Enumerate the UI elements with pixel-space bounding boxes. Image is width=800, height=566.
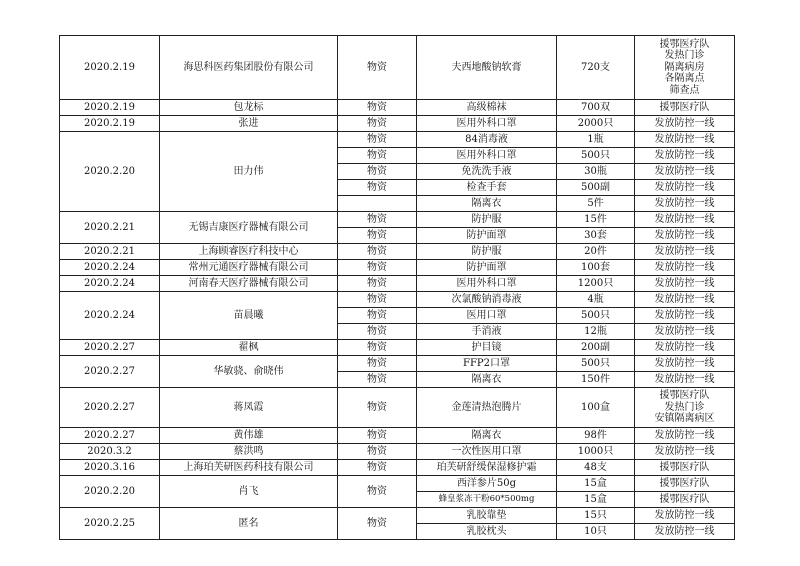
quantity-cell: 15只	[557, 508, 635, 524]
quantity-cell: 30瓶	[557, 164, 635, 180]
type-cell: 物资	[338, 164, 417, 180]
table-row	[60, 460, 735, 476]
item-cell: 高级棉袜	[417, 100, 557, 116]
donation-table	[59, 35, 735, 540]
type-cell: 物资	[338, 388, 417, 428]
quantity-cell: 1000只	[557, 444, 635, 460]
destination-line: 安镇隔离病区	[654, 413, 715, 425]
destination-line: 发热门诊	[664, 50, 705, 62]
date-cell: 2020.3.2	[60, 444, 160, 460]
donor-cell: 苗晨曦	[160, 292, 338, 340]
item-cell: 隔离衣	[417, 196, 557, 212]
date-cell: 2020.2.24	[60, 276, 160, 292]
table-row	[60, 508, 735, 524]
donor-cell: 海思科医药集团股份有限公司	[160, 36, 338, 100]
destination-cell: 发放防控一线	[635, 148, 735, 164]
destination-cell: 发放防控一线	[635, 164, 735, 180]
donor-cell: 河南春天医疗器械有限公司	[160, 276, 338, 292]
destination-cell: 发放防控一线	[635, 428, 735, 444]
type-cell: 物资	[338, 508, 417, 540]
type-cell: 物资	[338, 324, 417, 340]
item-cell: 蜂皇浆冻干粉60*500mg	[417, 492, 557, 508]
destination-cell: 发放防控一线	[635, 228, 735, 244]
table-row	[60, 292, 735, 308]
quantity-cell: 200副	[557, 340, 635, 356]
destination-cell: 援鄂医疗队	[635, 460, 735, 476]
item-cell: 防护面罩	[417, 260, 557, 276]
item-cell: 检查手套	[417, 180, 557, 196]
type-cell: 物资	[338, 212, 417, 228]
donor-cell: 华敏骁、俞晓伟	[160, 356, 338, 388]
item-cell: 珀芙研舒缓保湿修护霜	[417, 460, 557, 476]
destination-cell: 发放防控一线	[635, 292, 735, 308]
type-cell: 物资	[338, 260, 417, 276]
destination-cell: 发放防控一线	[635, 444, 735, 460]
quantity-cell: 500只	[557, 308, 635, 324]
donor-cell: 上海顾睿医疗科技中心	[160, 244, 338, 260]
destination-cell: 发放防控一线	[635, 196, 735, 212]
destination-cell	[635, 36, 735, 100]
quantity-cell: 48支	[557, 460, 635, 476]
type-cell: 物资	[338, 100, 417, 116]
quantity-cell: 15盒	[557, 492, 635, 508]
date-cell: 2020.2.21	[60, 212, 160, 244]
quantity-cell: 20件	[557, 244, 635, 260]
type-cell: 物资	[338, 292, 417, 308]
date-cell: 2020.2.21	[60, 244, 160, 260]
date-cell: 2020.2.27	[60, 428, 160, 444]
donor-cell: 肖飞	[160, 476, 338, 508]
quantity-cell: 700双	[557, 100, 635, 116]
destination-line: 隔离病房	[664, 61, 705, 73]
destination-cell: 发放防控一线	[635, 340, 735, 356]
type-cell: 物资	[338, 132, 417, 148]
table-row	[60, 356, 735, 372]
date-cell: 2020.2.19	[60, 116, 160, 132]
date-cell: 2020.2.27	[60, 340, 160, 356]
item-cell: 防护服	[417, 244, 557, 260]
type-cell: 物资	[338, 444, 417, 460]
quantity-cell: 10只	[557, 524, 635, 540]
donor-cell: 翟枫	[160, 340, 338, 356]
type-cell: 物资	[338, 428, 417, 444]
quantity-cell: 30套	[557, 228, 635, 244]
table-row	[60, 388, 735, 428]
quantity-cell: 12瓶	[557, 324, 635, 340]
destination-cell: 发放防控一线	[635, 308, 735, 324]
type-cell: 物资	[338, 244, 417, 260]
destination-cell: 发放防控一线	[635, 260, 735, 276]
destination-cell: 援鄂医疗队	[635, 100, 735, 116]
quantity-cell: 100套	[557, 260, 635, 276]
table-row	[60, 132, 735, 148]
table-row	[60, 260, 735, 276]
destination-line: 援鄂医疗队	[659, 38, 710, 50]
quantity-cell: 15盒	[557, 476, 635, 492]
date-cell: 2020.2.25	[60, 508, 160, 540]
donor-cell: 张进	[160, 116, 338, 132]
item-cell: 医用口罩	[417, 308, 557, 324]
table-row	[60, 340, 735, 356]
item-cell: 医用外科口罩	[417, 116, 557, 132]
quantity-cell: 4瓶	[557, 292, 635, 308]
donor-cell: 蔡洪鸣	[160, 444, 338, 460]
quantity-cell: 150件	[557, 372, 635, 388]
type-cell: 物资	[338, 356, 417, 372]
type-cell	[338, 196, 417, 212]
table-row	[60, 100, 735, 116]
date-cell: 2020.2.20	[60, 476, 160, 508]
destination-cell: 发放防控一线	[635, 372, 735, 388]
item-cell: 次氯酸钠消毒液	[417, 292, 557, 308]
donor-cell: 常州元通医疗器械有限公司	[160, 260, 338, 276]
type-cell: 物资	[338, 228, 417, 244]
item-cell: 隔离衣	[417, 372, 557, 388]
type-cell: 物资	[338, 116, 417, 132]
table-row	[60, 428, 735, 444]
destination-cell: 发放防控一线	[635, 180, 735, 196]
date-cell: 2020.2.27	[60, 356, 160, 388]
quantity-cell: 720支	[557, 36, 635, 100]
destination-line: 筛查点	[669, 84, 700, 96]
quantity-cell: 500只	[557, 356, 635, 372]
type-cell: 物资	[338, 460, 417, 476]
item-cell: 防护面罩	[417, 228, 557, 244]
destination-cell: 发放防控一线	[635, 116, 735, 132]
quantity-cell: 500副	[557, 180, 635, 196]
type-cell: 物资	[338, 180, 417, 196]
quantity-cell: 500只	[557, 148, 635, 164]
table-row	[60, 36, 735, 100]
donor-cell: 上海珀芙研医药科技有限公司	[160, 460, 338, 476]
quantity-cell: 1200只	[557, 276, 635, 292]
quantity-cell: 2000只	[557, 116, 635, 132]
destination-cell: 发放防控一线	[635, 324, 735, 340]
date-cell: 2020.2.27	[60, 388, 160, 428]
donor-cell: 匿名	[160, 508, 338, 540]
date-cell: 2020.2.24	[60, 292, 160, 340]
quantity-cell: 15件	[557, 212, 635, 228]
date-cell: 2020.2.24	[60, 260, 160, 276]
item-cell: 隔离衣	[417, 428, 557, 444]
destination-cell: 援鄂医疗队	[635, 492, 735, 508]
date-cell: 2020.3.16	[60, 460, 160, 476]
quantity-cell: 100盒	[557, 388, 635, 428]
donor-cell: 包龙标	[160, 100, 338, 116]
table-row	[60, 476, 735, 492]
type-cell: 物资	[338, 308, 417, 324]
item-cell: 防护服	[417, 212, 557, 228]
type-cell: 物资	[338, 340, 417, 356]
type-cell: 物资	[338, 276, 417, 292]
table-row	[60, 276, 735, 292]
item-cell: FFP2口罩	[417, 356, 557, 372]
item-cell: 医用外科口罩	[417, 148, 557, 164]
table-row	[60, 244, 735, 260]
type-cell: 物资	[338, 476, 417, 508]
destination-line: 发热门诊	[664, 401, 705, 413]
type-cell: 物资	[338, 36, 417, 100]
quantity-cell: 1瓶	[557, 132, 635, 148]
item-cell: 护目镜	[417, 340, 557, 356]
destination-cell: 发放防控一线	[635, 132, 735, 148]
item-cell: 西洋参片50g	[417, 476, 557, 492]
donor-cell: 田力伟	[160, 132, 338, 212]
date-cell: 2020.2.19	[60, 100, 160, 116]
item-cell: 一次性医用口罩	[417, 444, 557, 460]
destination-cell: 援鄂医疗队	[635, 476, 735, 492]
quantity-cell: 5件	[557, 196, 635, 212]
table-row	[60, 212, 735, 228]
donor-cell: 蒋凤霞	[160, 388, 338, 428]
destination-cell: 发放防控一线	[635, 524, 735, 540]
date-cell: 2020.2.19	[60, 36, 160, 100]
item-cell: 夫西地酸钠软膏	[417, 36, 557, 100]
type-cell: 物资	[338, 148, 417, 164]
item-cell: 手消液	[417, 324, 557, 340]
item-cell: 医用外科口罩	[417, 276, 557, 292]
item-cell: 乳胶枕头	[417, 524, 557, 540]
item-cell: 金莲清热泡腾片	[417, 388, 557, 428]
destination-cell: 发放防控一线	[635, 508, 735, 524]
table-row	[60, 444, 735, 460]
destination-cell	[635, 388, 735, 428]
date-cell: 2020.2.20	[60, 132, 160, 212]
item-cell: 免洗洗手液	[417, 164, 557, 180]
quantity-cell: 98件	[557, 428, 635, 444]
destination-cell: 发放防控一线	[635, 356, 735, 372]
destination-cell: 发放防控一线	[635, 212, 735, 228]
destination-line: 援鄂医疗队	[659, 390, 710, 402]
donor-cell: 黄伟雄	[160, 428, 338, 444]
destination-line: 各隔离点	[664, 73, 705, 85]
donor-cell: 无锡吉康医疗器械有限公司	[160, 212, 338, 244]
table-row	[60, 116, 735, 132]
type-cell: 物资	[338, 372, 417, 388]
destination-cell: 发放防控一线	[635, 276, 735, 292]
destination-cell: 发放防控一线	[635, 244, 735, 260]
item-cell: 乳胶靠垫	[417, 508, 557, 524]
item-cell: 84消毒液	[417, 132, 557, 148]
